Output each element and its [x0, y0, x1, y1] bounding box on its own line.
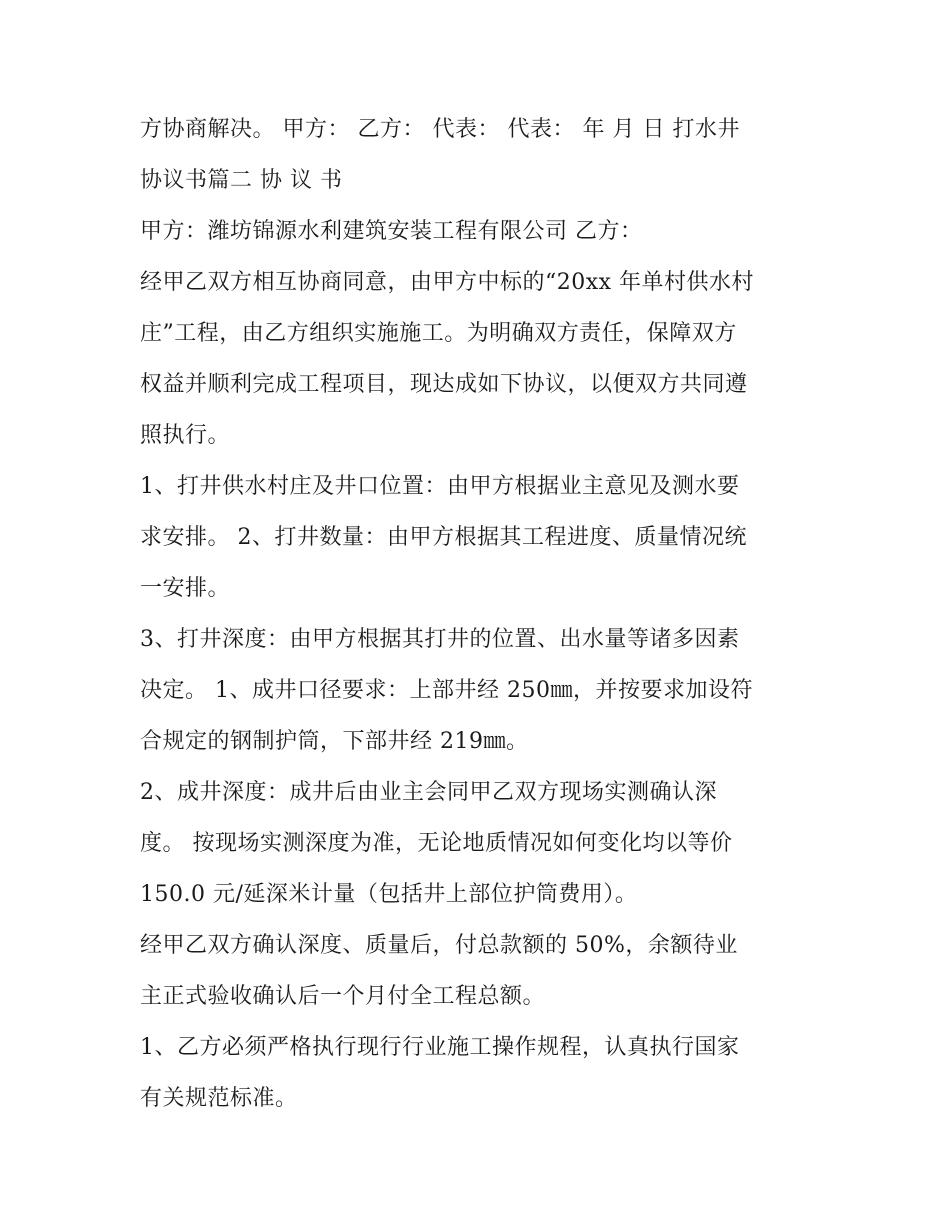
text-line: 150.0 元/延深米计量（包括井上部位护筒费用）。 [140, 882, 638, 907]
text-line: 决定。 1、成井口径要求：上部井经 250㎜，并按要求加设符 [140, 678, 753, 703]
text-line: 3、打井深度：由甲方根据其打井的位置、出水量等诸多因素 [140, 627, 740, 652]
text-line: 一安排。 [140, 576, 231, 601]
text-line: 经甲乙双方相互协商同意，由甲方中标的“20xx 年单村供水村 [140, 270, 755, 295]
document-body [140, 110, 820, 1130]
text-line: 甲方：潍坊锦源水利建筑安装工程有限公司 乙方： [140, 219, 643, 244]
text-line: 2、成井深度：成井后由业主会同甲乙双方现场实测确认深 [140, 780, 717, 805]
text-line: 庄”工程，由乙方组织实施施工。为明确双方责任，保障双方 [140, 321, 737, 346]
text-line: 度。 按现场实测深度为准，无论地质情况如何变化均以等价 [140, 831, 733, 856]
text-line: 照执行。 [140, 423, 231, 448]
text-line: 经甲乙双方确认深度、质量后，付总款额的 50%，余额待业 [140, 933, 738, 958]
text-line: 求安排。 2、打井数量：由甲方根据其工程进度、质量情况统 [140, 525, 747, 550]
text-line: 有关规范标准。 [140, 1086, 298, 1111]
text-line: 主正式验收确认后一个月付全工程总额。 [140, 984, 546, 1009]
text-line: 协议书篇二 协 议 书 [140, 168, 343, 193]
text-line: 1、乙方必须严格执行现行行业施工操作规程，认真执行国家 [140, 1035, 740, 1060]
text-line: 合规定的钢制护筒，下部井经 219㎜。 [140, 729, 529, 754]
text-line: 1、打井供水村庄及井口位置：由甲方根据业主意见及测水要 [140, 474, 740, 499]
text-line: 权益并顺利完成工程项目，现达成如下协议，以便双方共同遵 [140, 372, 748, 397]
text-line: 方协商解决。 甲方： 乙方： 代表： 代表： 年 月 日 打水井 [140, 117, 740, 142]
